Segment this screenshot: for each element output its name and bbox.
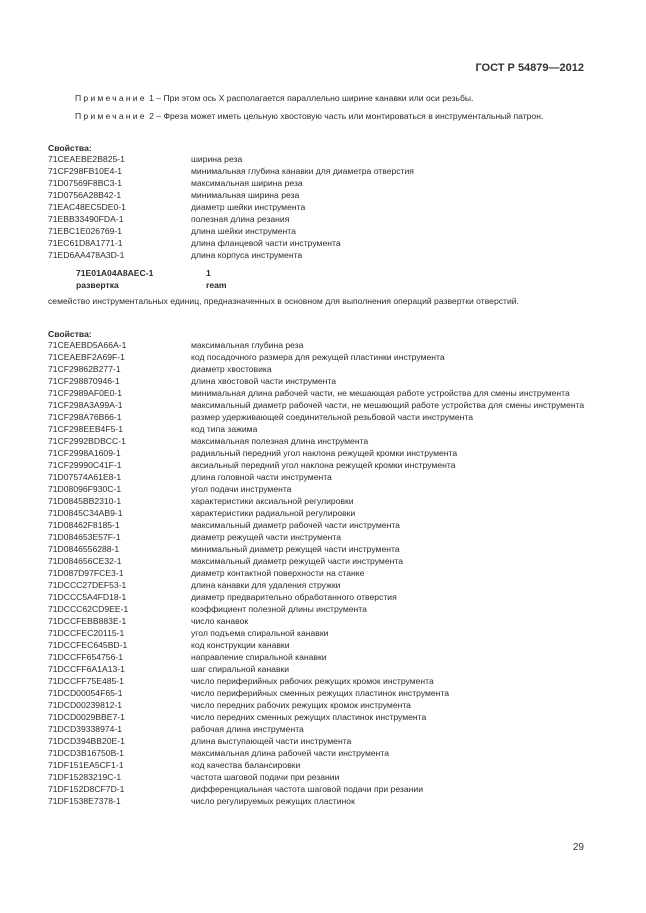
note-2: [48, 110, 588, 123]
property-description: размер удерживающей соединительной резьбовой части инструмента: [191, 412, 474, 422]
property-code: 71CF298EEB4F5-1: [48, 424, 123, 434]
property-row: [48, 759, 588, 771]
property-code: 71DF151EA5CF1-1: [48, 760, 124, 770]
property-description: коэффициент полезной длины инструмента: [191, 604, 367, 614]
entry-name-ru: развертка: [76, 280, 119, 290]
property-row: [48, 615, 588, 627]
property-row: [48, 447, 588, 459]
property-code: 71DCD0029BBE7-1: [48, 712, 125, 722]
property-description: длина выступающей части инструмента: [191, 736, 352, 746]
property-row: [48, 699, 588, 711]
property-description: дифференциальная частота шаговой подачи при резании: [191, 784, 423, 794]
property-code: 71CF298A3A99A-1: [48, 400, 123, 410]
property-row: [48, 189, 588, 201]
note-text: 1 – При этом ось X располагается параллельно ширине канавки или оси резьбы.: [146, 93, 474, 103]
property-row: [48, 639, 588, 651]
property-row: [48, 735, 588, 747]
property-row: [48, 783, 588, 795]
property-description: длина фланцевой части инструмента: [191, 238, 341, 248]
property-row: [48, 387, 588, 399]
property-code: 71D087D97FCE3-1: [48, 568, 124, 578]
property-row: [48, 567, 588, 579]
property-description: рабочая длина инструмента: [191, 724, 304, 734]
property-description: минимальная глубина канавки для диаметра отверстия: [191, 166, 414, 176]
property-code: 71DCD394BB20E-1: [48, 736, 125, 746]
property-description: длина хвостовой части инструмента: [191, 376, 337, 386]
property-code: 71DCCFEBB883E-1: [48, 616, 127, 626]
property-code: 71D0845C34AB9-1: [48, 508, 123, 518]
property-description: минимальная длина рабочей части, не мешающая работе устройства для смены инструмента: [191, 388, 570, 398]
property-description: угол подачи инструмента: [191, 484, 292, 494]
property-code: 71D08096F930C-1: [48, 484, 122, 494]
property-row: [48, 177, 588, 189]
property-description: минимальная ширина реза: [191, 190, 300, 200]
property-row: [48, 531, 588, 543]
property-code: 71EC61D8A1771-1: [48, 238, 123, 248]
property-description: радиальный передний угол наклона режущей кромки инструмента: [191, 448, 458, 458]
property-row: [48, 423, 588, 435]
properties-list-1: [48, 153, 588, 261]
property-description: число канавок: [191, 616, 249, 626]
page-number: 29: [572, 842, 584, 853]
property-row: [48, 543, 588, 555]
property-description: код конструкции канавки: [191, 640, 290, 650]
property-row: [48, 687, 588, 699]
property-row: [48, 411, 588, 423]
property-description: длина шейки инструмента: [191, 226, 296, 236]
property-description: код типа зажима: [191, 424, 258, 434]
property-description: частота шаговой подачи при резании: [191, 772, 340, 782]
property-code: 71DF15283219C-1: [48, 772, 122, 782]
property-row: [48, 675, 588, 687]
property-row: [48, 603, 588, 615]
property-description: длина головной части инструмента: [191, 472, 332, 482]
property-code: 71EBC1E026769-1: [48, 226, 123, 236]
property-description: минимальный диаметр режущей части инструмента: [191, 544, 400, 554]
property-code: 71DCCFF654756-1: [48, 652, 123, 662]
property-code: 71EAC48EC5DE0-1: [48, 202, 126, 212]
entry-code-row: [76, 267, 211, 279]
property-code: 71DCCFEC20115-1: [48, 628, 125, 638]
note-1: [48, 92, 588, 105]
property-code: 71CF29990C41F-1: [48, 460, 122, 470]
property-description: максимальный диаметр режущей части инструмента: [191, 556, 403, 566]
property-row: [48, 351, 588, 363]
property-description: число передних сменных режущих пластинок инструмента: [191, 712, 427, 722]
property-row: [48, 723, 588, 735]
property-row: [48, 471, 588, 483]
property-description: максимальная полезная длина инструмента: [191, 436, 369, 446]
entry-name-en: ream: [206, 280, 227, 290]
note-label: Примечание: [75, 111, 147, 121]
property-description: диаметр хвостовика: [191, 364, 272, 374]
property-description: число регулируемых режущих пластинок: [191, 796, 355, 806]
property-row: [48, 711, 588, 723]
property-code: 71D07574A61E8-1: [48, 472, 122, 482]
property-code: 71CEAEBD5A66A-1: [48, 340, 127, 350]
property-row: [48, 591, 588, 603]
property-code: 71DF1538E7378-1: [48, 796, 121, 806]
property-description: длина корпуса инструмента: [191, 250, 303, 260]
property-code: 71DCCFF75E485-1: [48, 676, 124, 686]
property-description: код качества балансировки: [191, 760, 301, 770]
property-code: 71CF298870946-1: [48, 376, 120, 386]
property-code: 71CEAEBE2B825-1: [48, 154, 125, 164]
property-code: 71DCD39338974-1: [48, 724, 123, 734]
property-row: [48, 579, 588, 591]
property-code: 71CF29862B277-1: [48, 364, 121, 374]
property-description: диаметр шейки инструмента: [191, 202, 306, 212]
property-description: максимальный диаметр рабочей части, не мешающий работе устройства для смены инструмента: [191, 400, 585, 410]
property-code: 71DCCFEC645BD-1: [48, 640, 128, 650]
property-row: [48, 495, 588, 507]
property-row: [48, 249, 588, 261]
property-description: угол подъема спиральной канавки: [191, 628, 329, 638]
property-code: 71D0756A28B42-1: [48, 190, 122, 200]
property-row: [48, 399, 588, 411]
property-code: 71D07569F8BC3-1: [48, 178, 123, 188]
property-code: 71CF2992BDBCC-1: [48, 436, 126, 446]
property-code: 71DCD00239812-1: [48, 700, 123, 710]
property-description: характеристики аксиальной регулировки: [191, 496, 354, 506]
property-description: максимальный диаметр рабочей части инструмента: [191, 520, 400, 530]
property-row: [48, 225, 588, 237]
property-code: 71D084653E57F-1: [48, 532, 121, 542]
property-row: [48, 435, 588, 447]
property-code: 71D084656CE32-1: [48, 556, 122, 566]
property-code: 71EBB33490FDA-1: [48, 214, 124, 224]
property-code: 71DCCC5A4FD18-1: [48, 592, 127, 602]
property-description: число периферийных рабочих режущих кромок инструмента: [191, 676, 434, 686]
property-row: [48, 237, 588, 249]
property-row: [48, 459, 588, 471]
property-code: 71CEAEBF2A69F-1: [48, 352, 125, 362]
property-code: 71DCD3B16750B-1: [48, 748, 124, 758]
entry-number: 1: [206, 268, 211, 278]
property-description: характеристики радиальной регулировки: [191, 508, 356, 518]
standard-header: ГОСТ Р 54879—2012: [475, 62, 584, 74]
property-row: [48, 339, 588, 351]
note-text: 2 – Фреза может иметь цельную хвостовую часть или монтироваться в инструментальный патрон.: [146, 111, 544, 121]
property-code: 71CF298A76B66-1: [48, 412, 122, 422]
property-code: 71DCCFF6A1A13-1: [48, 664, 125, 674]
properties-list-2: [48, 339, 588, 807]
property-code: 71CF2998A1609-1: [48, 448, 121, 458]
property-row: [48, 363, 588, 375]
property-row: [48, 663, 588, 675]
properties-heading-1: Свойства:: [48, 143, 92, 153]
property-code: 71CF298FB10E4-1: [48, 166, 123, 176]
entry-code: 71E01A04A8AEC-1: [76, 268, 154, 278]
property-description: число периферийных сменных режущих пластинок инструмента: [191, 688, 450, 698]
property-description: полезная длина резания: [191, 214, 290, 224]
property-row: [48, 153, 588, 165]
property-description: шаг спиральной канавки: [191, 664, 290, 674]
property-row: [48, 771, 588, 783]
property-description: направление спиральной канавки: [191, 652, 327, 662]
property-description: максимальная ширина реза: [191, 178, 303, 188]
property-description: ширина реза: [191, 154, 243, 164]
property-code: 71CF2989AF0E0-1: [48, 388, 123, 398]
property-row: [48, 213, 588, 225]
property-description: код посадочного размера для режущей пластинки инструмента: [191, 352, 445, 362]
property-row: [48, 375, 588, 387]
property-description: максимальная длина рабочей части инструмента: [191, 748, 390, 758]
entry-description: семейство инструментальных единиц, предназначенных в основном для выполнения операций развертки отверстий.: [48, 296, 519, 306]
property-description: число передних рабочих режущих кромок инструмента: [191, 700, 411, 710]
property-description: диаметр предварительно обработанного отверстия: [191, 592, 397, 602]
property-code: 71D08462F8185-1: [48, 520, 120, 530]
property-row: [48, 483, 588, 495]
property-code: 71DCD00054F65-1: [48, 688, 123, 698]
property-row: [48, 555, 588, 567]
property-description: диаметр режущей части инструмента: [191, 532, 342, 542]
property-row: [48, 795, 588, 807]
property-description: максимальная глубина реза: [191, 340, 304, 350]
property-code: 71DCCC27DEF53-1: [48, 580, 127, 590]
property-row: [48, 507, 588, 519]
property-code: 71D0845BB2310-1: [48, 496, 122, 506]
property-row: [48, 627, 588, 639]
property-row: [48, 651, 588, 663]
note-label: Примечание: [75, 93, 147, 103]
property-code: 71D0846556288-1: [48, 544, 120, 554]
property-code: 71DCCC62CD9EE-1: [48, 604, 129, 614]
property-row: [48, 201, 588, 213]
property-code: 71DF152D8CF7D-1: [48, 784, 125, 794]
property-row: [48, 747, 588, 759]
property-row: [48, 165, 588, 177]
property-description: длина канавки для удаления стружки: [191, 580, 341, 590]
entry-name-row: [76, 279, 227, 291]
property-code: 71ED6AA478A3D-1: [48, 250, 125, 260]
properties-heading-2: Свойства:: [48, 329, 92, 339]
property-description: аксиальный передний угол наклона режущей кромки инструмента: [191, 460, 456, 470]
property-row: [48, 519, 588, 531]
property-description: диаметр контактной поверхности на станке: [191, 568, 365, 578]
